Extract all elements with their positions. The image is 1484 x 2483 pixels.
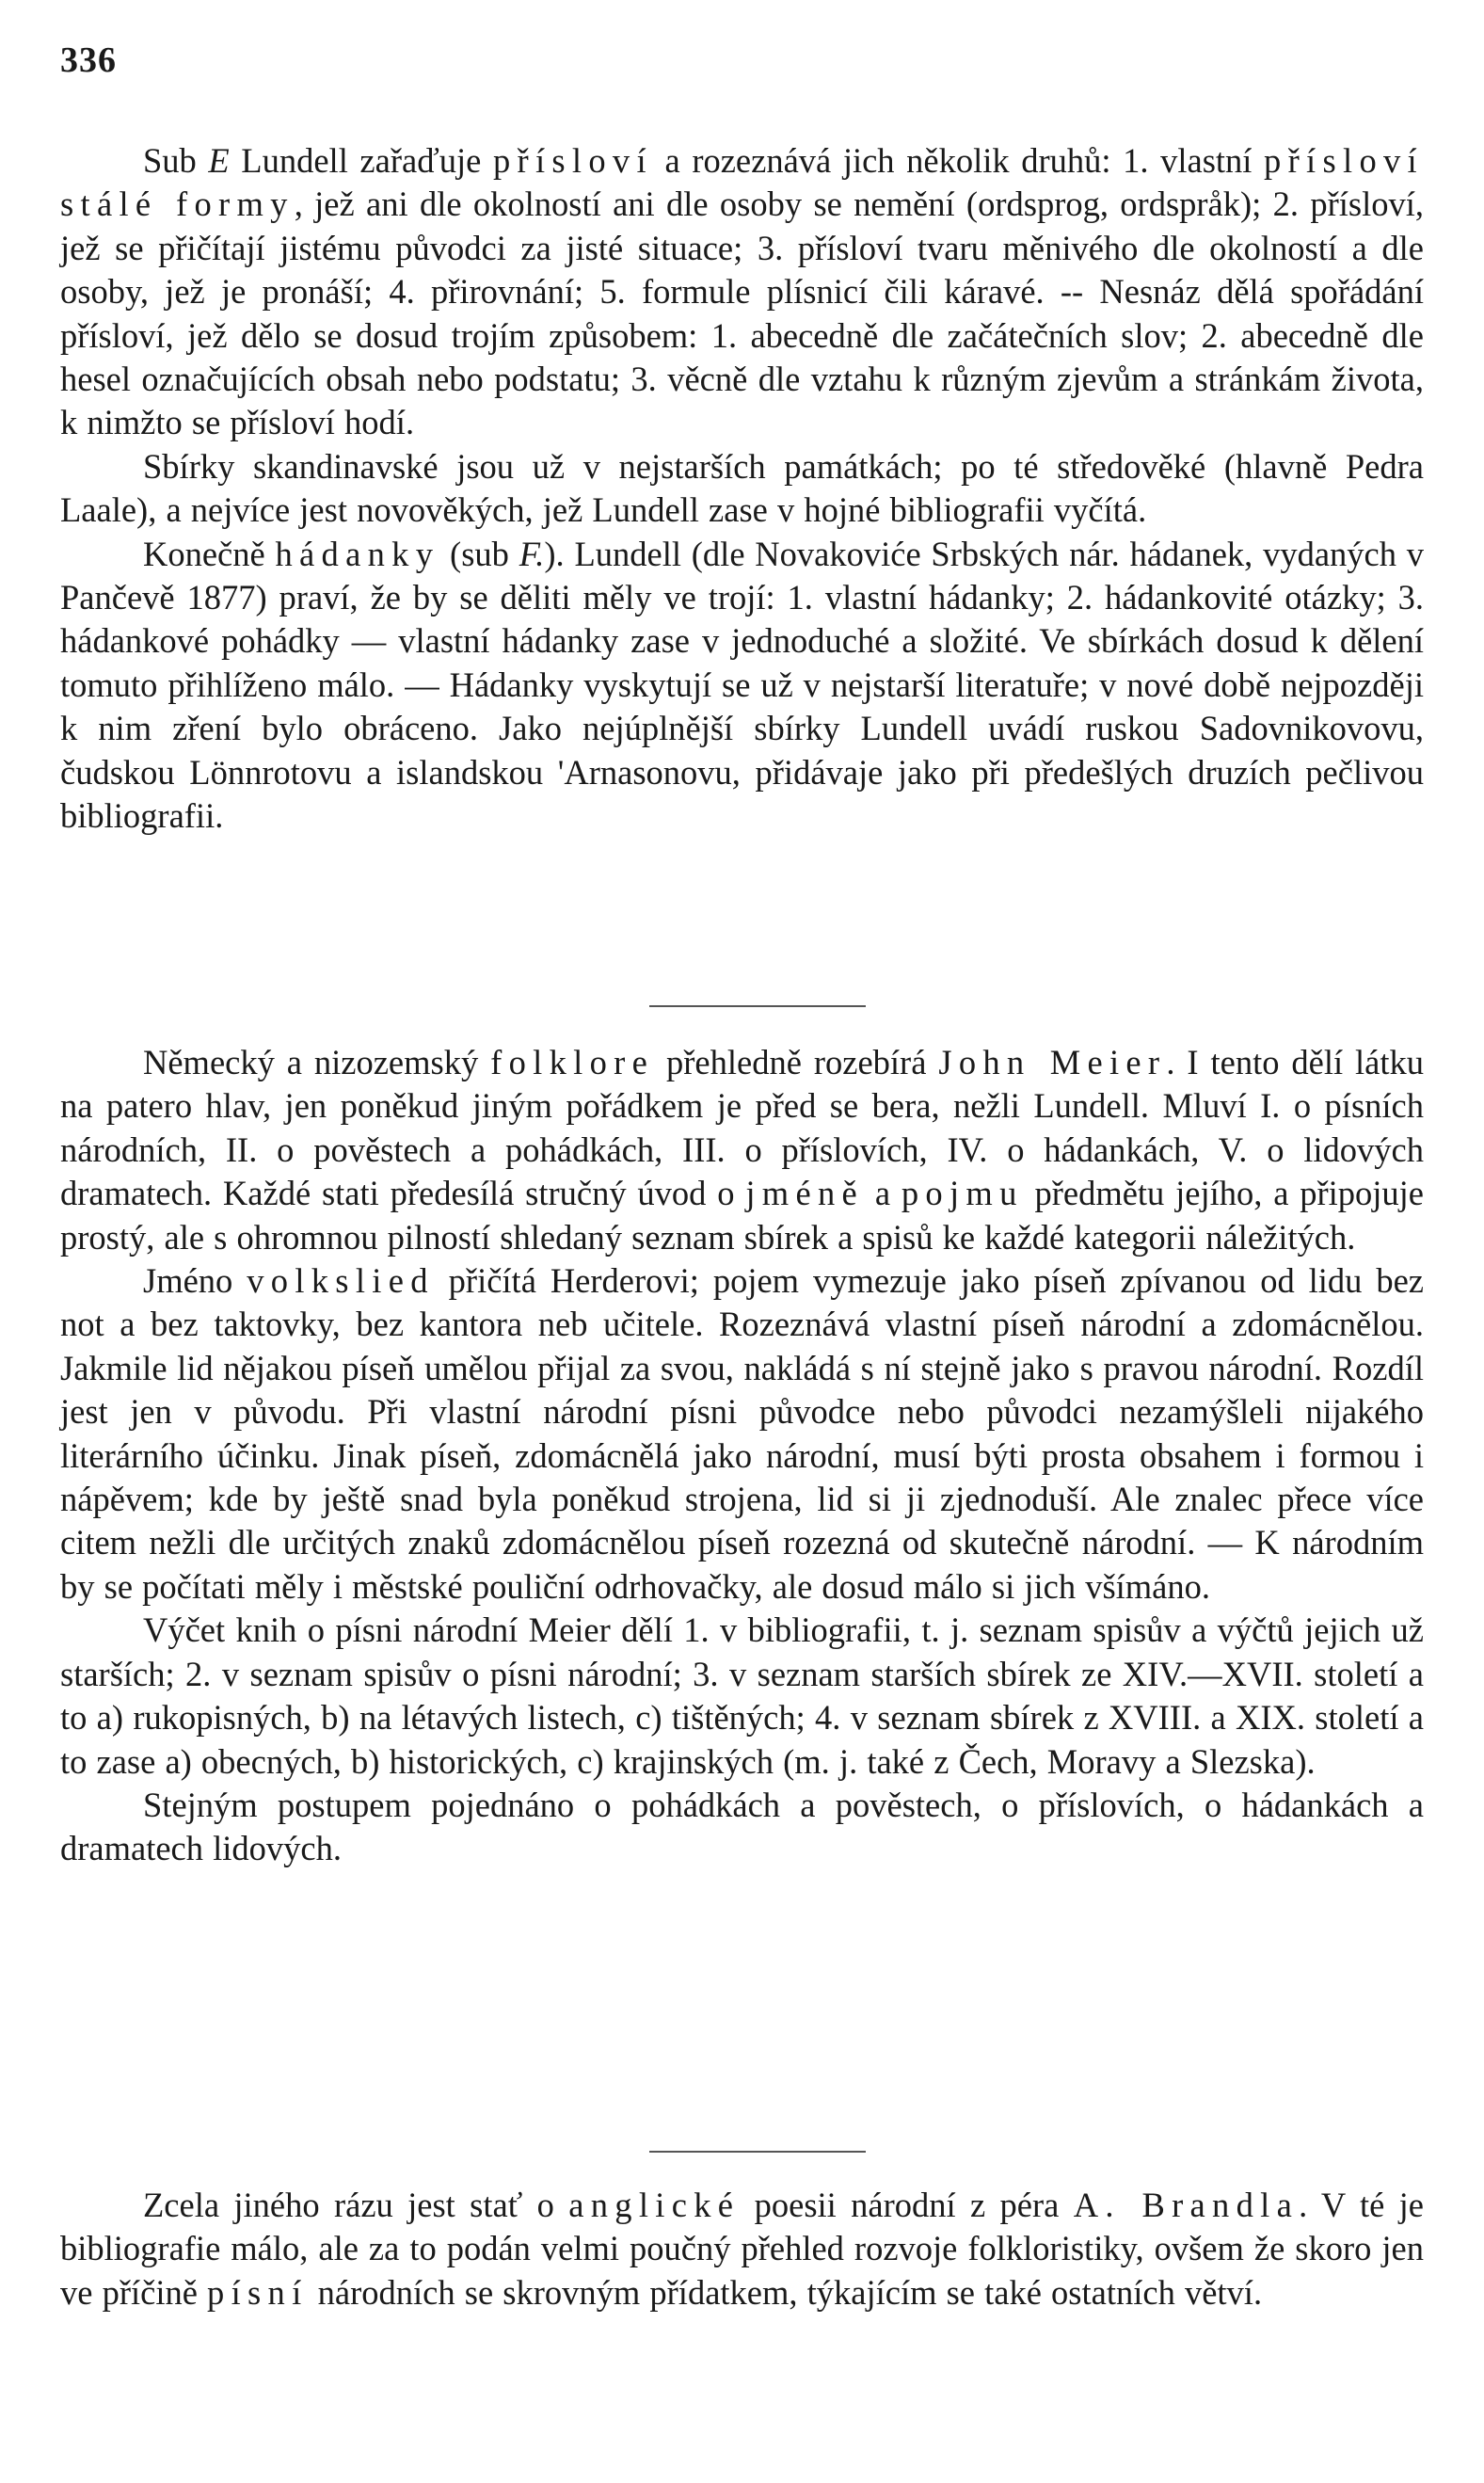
paragraph: Zcela jiného rázu jest stať o anglické poesii národní z péra A. Brandla. V té je bibliografie málo, ale za to podán velmi poučný přehled rozvoje folkloristiky, ovšem že skoro jen ve příčině písní národních se skrovným přídatkem, týkajícím se také ostatních větví. [60,2186,1424,2312]
section-english-poetry [60,2184,1424,2315]
paragraph: Výčet knih o písni národní Meier dělí 1. v bibliografii, t. j. seznam spisův a výčtů jejich už starších; 2. v seznam spisův o písni národní; 3. v seznam starších sbírek ze XIV.—XVII. století a to a) rukopisných, b) na létavých listech, c) tištěných; 4. v seznam sbírek z XVIII. a XIX. století a to zase a) obecných, b) historických, c) krajinských (m. j. také z Čech, Moravy a Slezska). [60,1610,1424,1781]
section-divider [649,1005,866,1007]
section-proverbs-riddles [60,139,1424,839]
paragraph: Sbírky skandinavské jsou už v nejstarších památkách; po té středověké (hlavně Pedra Laale), a nejvíce jest novověkých, jež Lundell zase v hojné bibliografii vyčítá. [60,446,1424,530]
paragraph: Německý a nizozemský folklore přehledně rozebírá John Meier. I tento dělí látku na patero hlav, jen poněkud jiným pořádkem je před se bera, nežli Lundell. Mluví I. o písních národních, II. o pověstech a pohádkách, III. o příslovích, IV. o hádankách, V. o lidových dramatech. Každé stati předesílá stručný úvod o jméně a pojmu předmětu jejího, a připojuje prostý, ale s ohromnou pilností shledaný seznam sbírek a spisů ke každé kategorii náležitých. [60,1043,1425,1257]
page-number: 336 [60,40,117,80]
paragraph: Sub E Lundell zařaďuje přísloví a rozeznává jich několik druhů: 1. vlastní přísloví stálé formy, jež ani dle okolností ani dle osoby se nemění (ordsprog, ordspråk); 2. přísloví, jež se přičítají jistému původci za jisté situace; 3. přísloví tvaru měnivého dle okolností a dle osoby, jež je pronáší; 4. přirovnání; 5. formule plísnicí čili káravé. -- Nesnáz dělá spořádání přísloví, jež dělo se dosud trojím způsobem: 1. abecedně dle začátečních slov; 2. abecedně dle hesel označujících obsah nebo podstatu; 3. věcně dle vztahu k různým zjevům a stránkám života, k nimžto se přísloví hodí. [60,141,1424,442]
paragraph: Jméno volkslied přičítá Herderovi; pojem vymezuje jako píseň zpívanou od lidu bez not a bez taktovky, bez kantora neb učitele. Rozeznává vlastní píseň národní a zdomácnělou. Jakmile lid nějakou píseň umělou přijal za svou, nakládá s ní stejně jako s pravou národní. Rozdíl jest jen v původu. Při vlastní národní písni původce nebo původci nezamýšleli nijakého literárního účinku. Jinak píseň, zdomácnělá jako národní, musí býti prosta obsahem i formou i nápěvem; kde by ještě snad byla poněkud strojena, lid si ji zjednoduší. Ale znalec přece více citem nežli dle určitých znaků zdomácnělou píseň rozezná od skutečně národní. — K národním by se počítati měly i městské pouliční odrhovačky, ale dosud málo si jich všímáno. [60,1261,1424,1606]
paragraph: Stejným postupem pojednáno o pohádkách a pověstech, o příslovích, o hádankách a dramatech lidových. [60,1785,1424,1868]
section-divider [649,2151,866,2153]
paragraph: Konečně hádanky (sub F.). Lundell (dle Novakoviće Srbských nár. hádanek, vydaných v Pančevě 1877) praví, že by se děliti měly ve trojí: 1. vlastní hádanky; 2. hádankovité otázky; 3. hádankové pohádky — vlastní hádanky zase v jednoduché a složité. Ve sbírkách dosud k dělení tomuto přihlíženo málo. — Hádanky vyskytují se už v nejstarší literatuře; v nové době nejpozději k nim zření bylo obráceno. Jako nejúplnější sbírky Lundell uvádí ruskou Sadovnikovovu, čudskou Lönnrotovu a islandskou 'Arnasonovu, přidávaje jako při předešlých druzích pečlivou bibliografii. [60,534,1425,836]
section-german-folklore [60,1041,1424,1871]
